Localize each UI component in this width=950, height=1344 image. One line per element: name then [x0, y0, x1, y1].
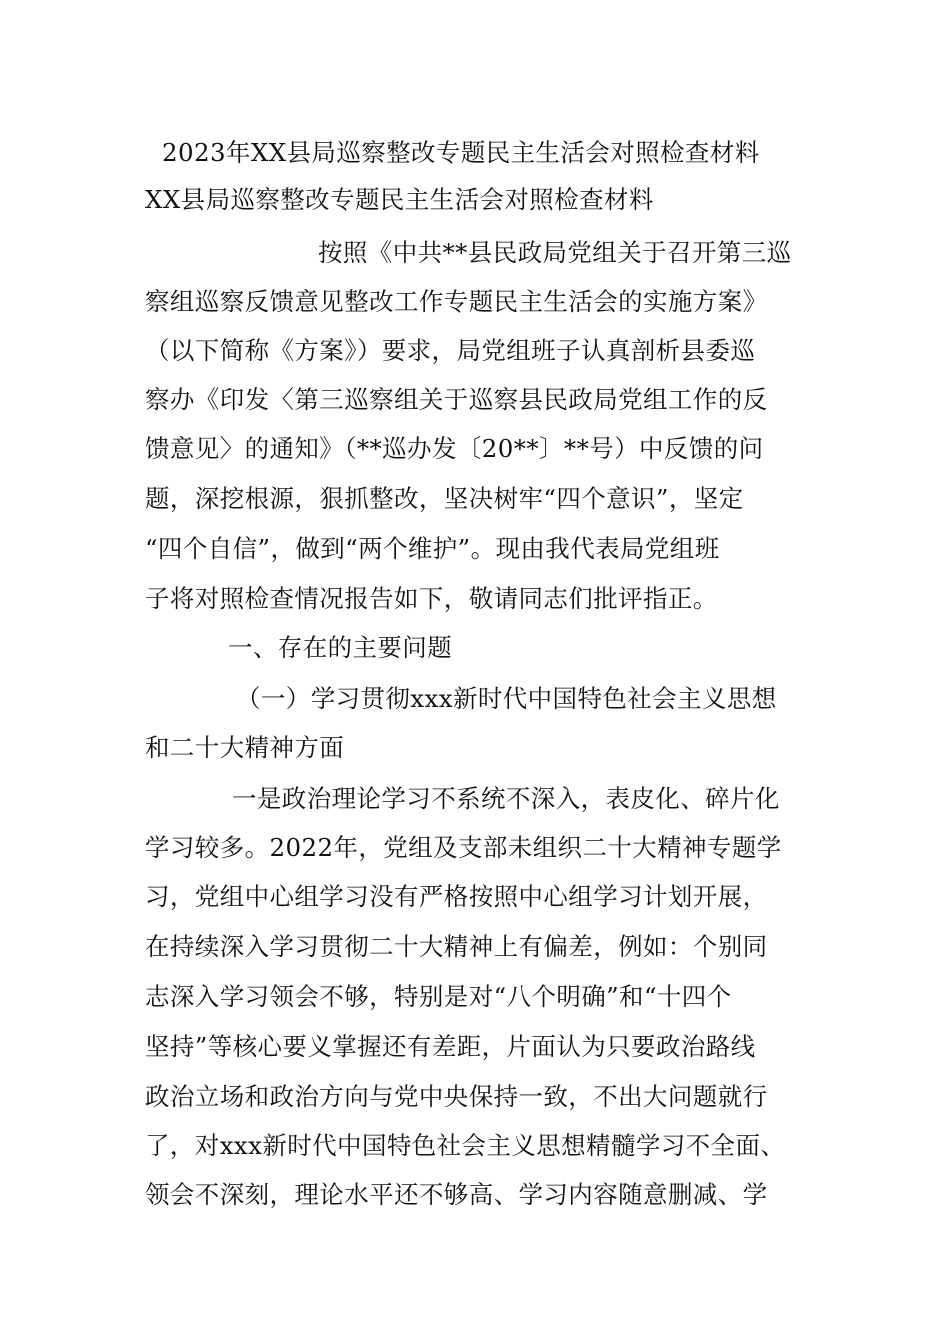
paragraph-line: （以下简称《方案》）要求，局党组班子认真剖析县委巡	[145, 336, 756, 365]
paragraph-line: 察办《印发〈第三巡察组关于巡察县民政局党组工作的反	[145, 385, 768, 414]
paragraph-line: 察组巡察反馈意见整改工作专题民主生活会的实施方案》	[145, 287, 768, 316]
subsection-line: 和二十大精神方面	[145, 733, 345, 762]
document-title: 2023年XX县局巡察整改专题民主生活会对照检查材料	[162, 138, 760, 167]
paragraph-line: 了，对xxx新时代中国特色社会主义思想精髓学习不全面、	[145, 1131, 786, 1160]
paragraph-line: 习，党组中心组学习没有严格按照中心组学习计划开展，	[145, 882, 768, 911]
paragraph-line: 按照《中共**县民政局党组关于召开第三巡	[318, 238, 792, 267]
paragraph-line: 子将对照检查情况报告如下，敬请同志们批评指正。	[145, 584, 718, 613]
paragraph-line: 政治立场和政治方向与党中央保持一致，不出大问题就行	[145, 1082, 768, 1111]
paragraph-line: 坚持”等核心要义掌握还有差距，片面认为只要政治路线	[145, 1032, 756, 1061]
paragraph-line: 学习较多。2022年，党组及支部未组织二十大精神专题学	[145, 833, 782, 862]
section-heading: 一、存在的主要问题	[228, 633, 453, 662]
paragraph-line: 领会不深刻，理论水平还不够高、学习内容随意删减、学	[145, 1180, 768, 1209]
paragraph-line: 一是政治理论学习不系统不深入，表皮化、碎片化	[232, 784, 780, 813]
paragraph-line: 在持续深入学习贯彻二十大精神上有偏差，例如：个别同	[145, 932, 768, 961]
paragraph-line: 馈意见〉的通知》（**巡办发〔20**〕**号）中反馈的问	[145, 434, 764, 463]
paragraph-line: 题，深挖根源，狠抓整改，坚决树牢“四个意识”，坚定	[145, 484, 744, 513]
paragraph-line: “四个自信”，做到“两个维护”。现由我代表局党组班	[145, 534, 720, 563]
subsection-line: （一）学习贯彻xxx新时代中国特色社会主义思想	[236, 684, 777, 713]
document-subtitle: XX县局巡察整改专题民主生活会对照检查材料	[145, 185, 654, 214]
paragraph-line: 志深入学习领会不够，特别是对“八个明确”和“十四个	[145, 982, 732, 1011]
